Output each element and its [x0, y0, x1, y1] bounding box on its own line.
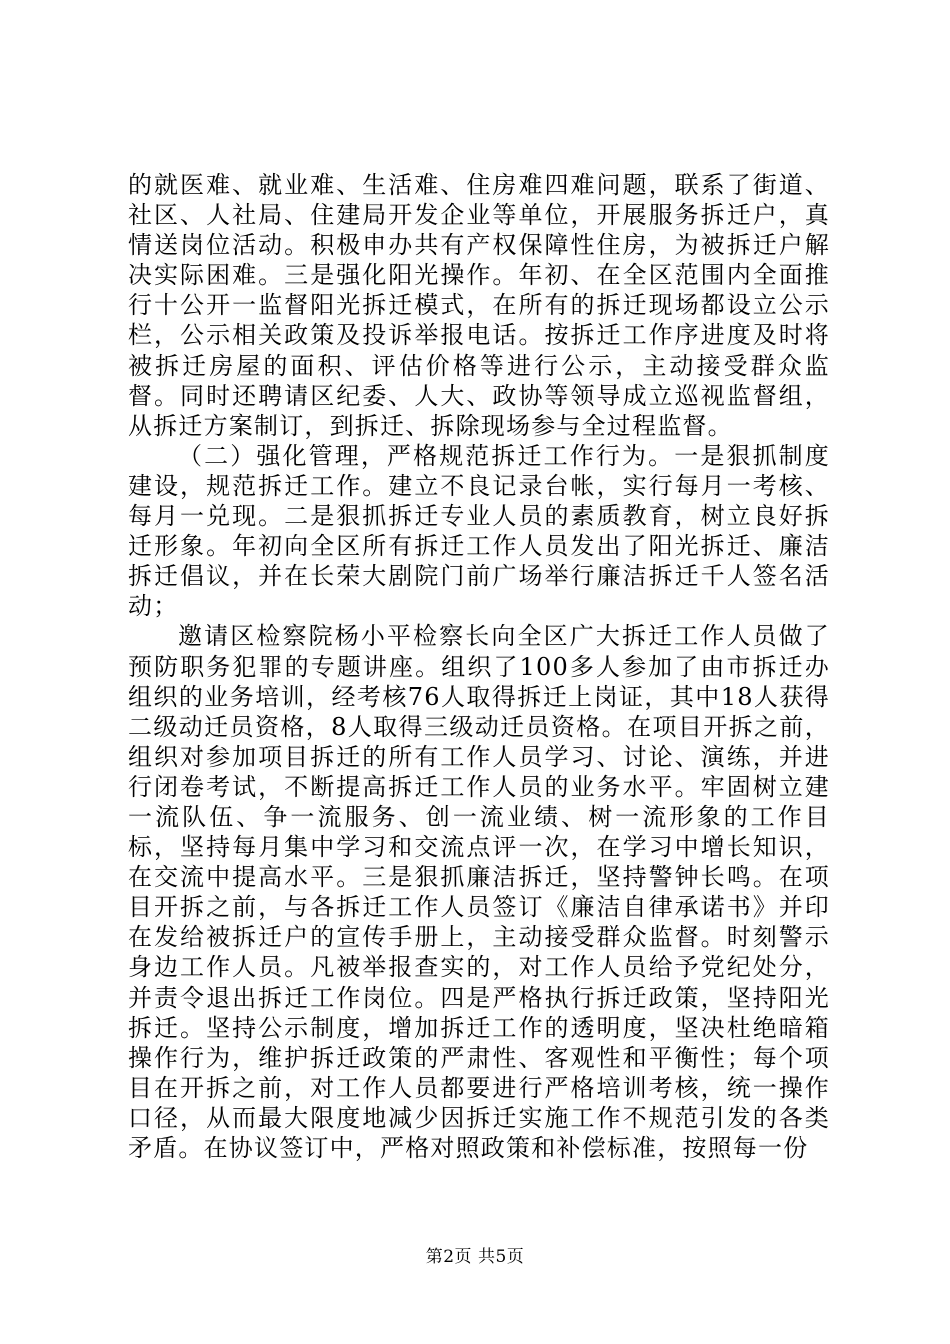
paragraph-training: 邀请区检察院杨小平检察长向全区广大拆迁工作人员做了预防职务犯罪的专题讲座。组织了100多人参加了由市拆迁办组织的业务培训，经考核76人取得拆迁上岗证，其中18人获得二级动迁员资格，8人取得三级动迁员资格。在项目开拆之前，组织对参加项目拆迁的所有工作人员学习、讨论、演练，并进行闭卷考试，不断提高拆迁工作人员的业务水平。牢固树立建一流队伍、争一流服务、创一流业绩、树一流形象的工作目标，坚持每月集中学习和交流点评一次，在学习中增长知识，在交流中提高水平。三是狠抓廉洁拆迁，坚持警钟长鸣。在项目开拆之前，与各拆迁工作人员签订《廉洁自律承诺书》并印在发给被拆迁户的宣传手册上，主动接受群众监督。时刻警示身边工作人员。凡被举报查实的，对工作人员给予党纪处分，并责令退出拆迁工作岗位。四是严格执行拆迁政策，坚持阳光拆迁。坚持公示制度，增加拆迁工作的透明度，坚决杜绝暗箱操作行为，维护拆迁政策的严肃性、客观性和平衡性；每个项目在开拆之前，对工作人员都要进行严格培训考核，统一操作口径，从而最大限度地减少因拆迁实施工作不规范引发的各类矛盾。在协议签订中，严格对照政策和补偿标准，按照每一份 [128, 622, 830, 1162]
document-body [128, 170, 830, 1163]
paragraph-continuation: 的就医难、就业难、生活难、住房难四难问题，联系了街道、社区、人社局、住建局开发企业等单位，开展服务拆迁户，真情送岗位活动。积极申办共有产权保障性住房，为被拆迁户解决实际困难。三是强化阳光操作。年初、在全区范围内全面推行十公开一监督阳光拆迁模式，在所有的拆迁现场都设立公示栏，公示相关政策及投诉举报电话。按拆迁工作序进度及时将被拆迁房屋的面积、评估价格等进行公示，主动接受群众监督。同时还聘请区纪委、人大、政协等领导成立巡视监督组，从拆迁方案制订，到拆迁、拆除现场参与全过程监督。 [128, 171, 830, 440]
paragraph-section-two: （二）强化管理，严格规范拆迁工作行为。一是狠抓制度建设，规范拆迁工作。建立不良记录台帐，实行每月一考核、每月一兑现。二是狠抓拆迁专业人员的素质教育，树立良好拆迁形象。年初向全区所有拆迁工作人员发出了阳光拆迁、廉洁拆迁倡议，并在长荣大剧院门前广场举行廉洁拆迁千人签名活动； [128, 441, 830, 621]
page-footer: 第2页 共5页 [425, 1247, 525, 1267]
